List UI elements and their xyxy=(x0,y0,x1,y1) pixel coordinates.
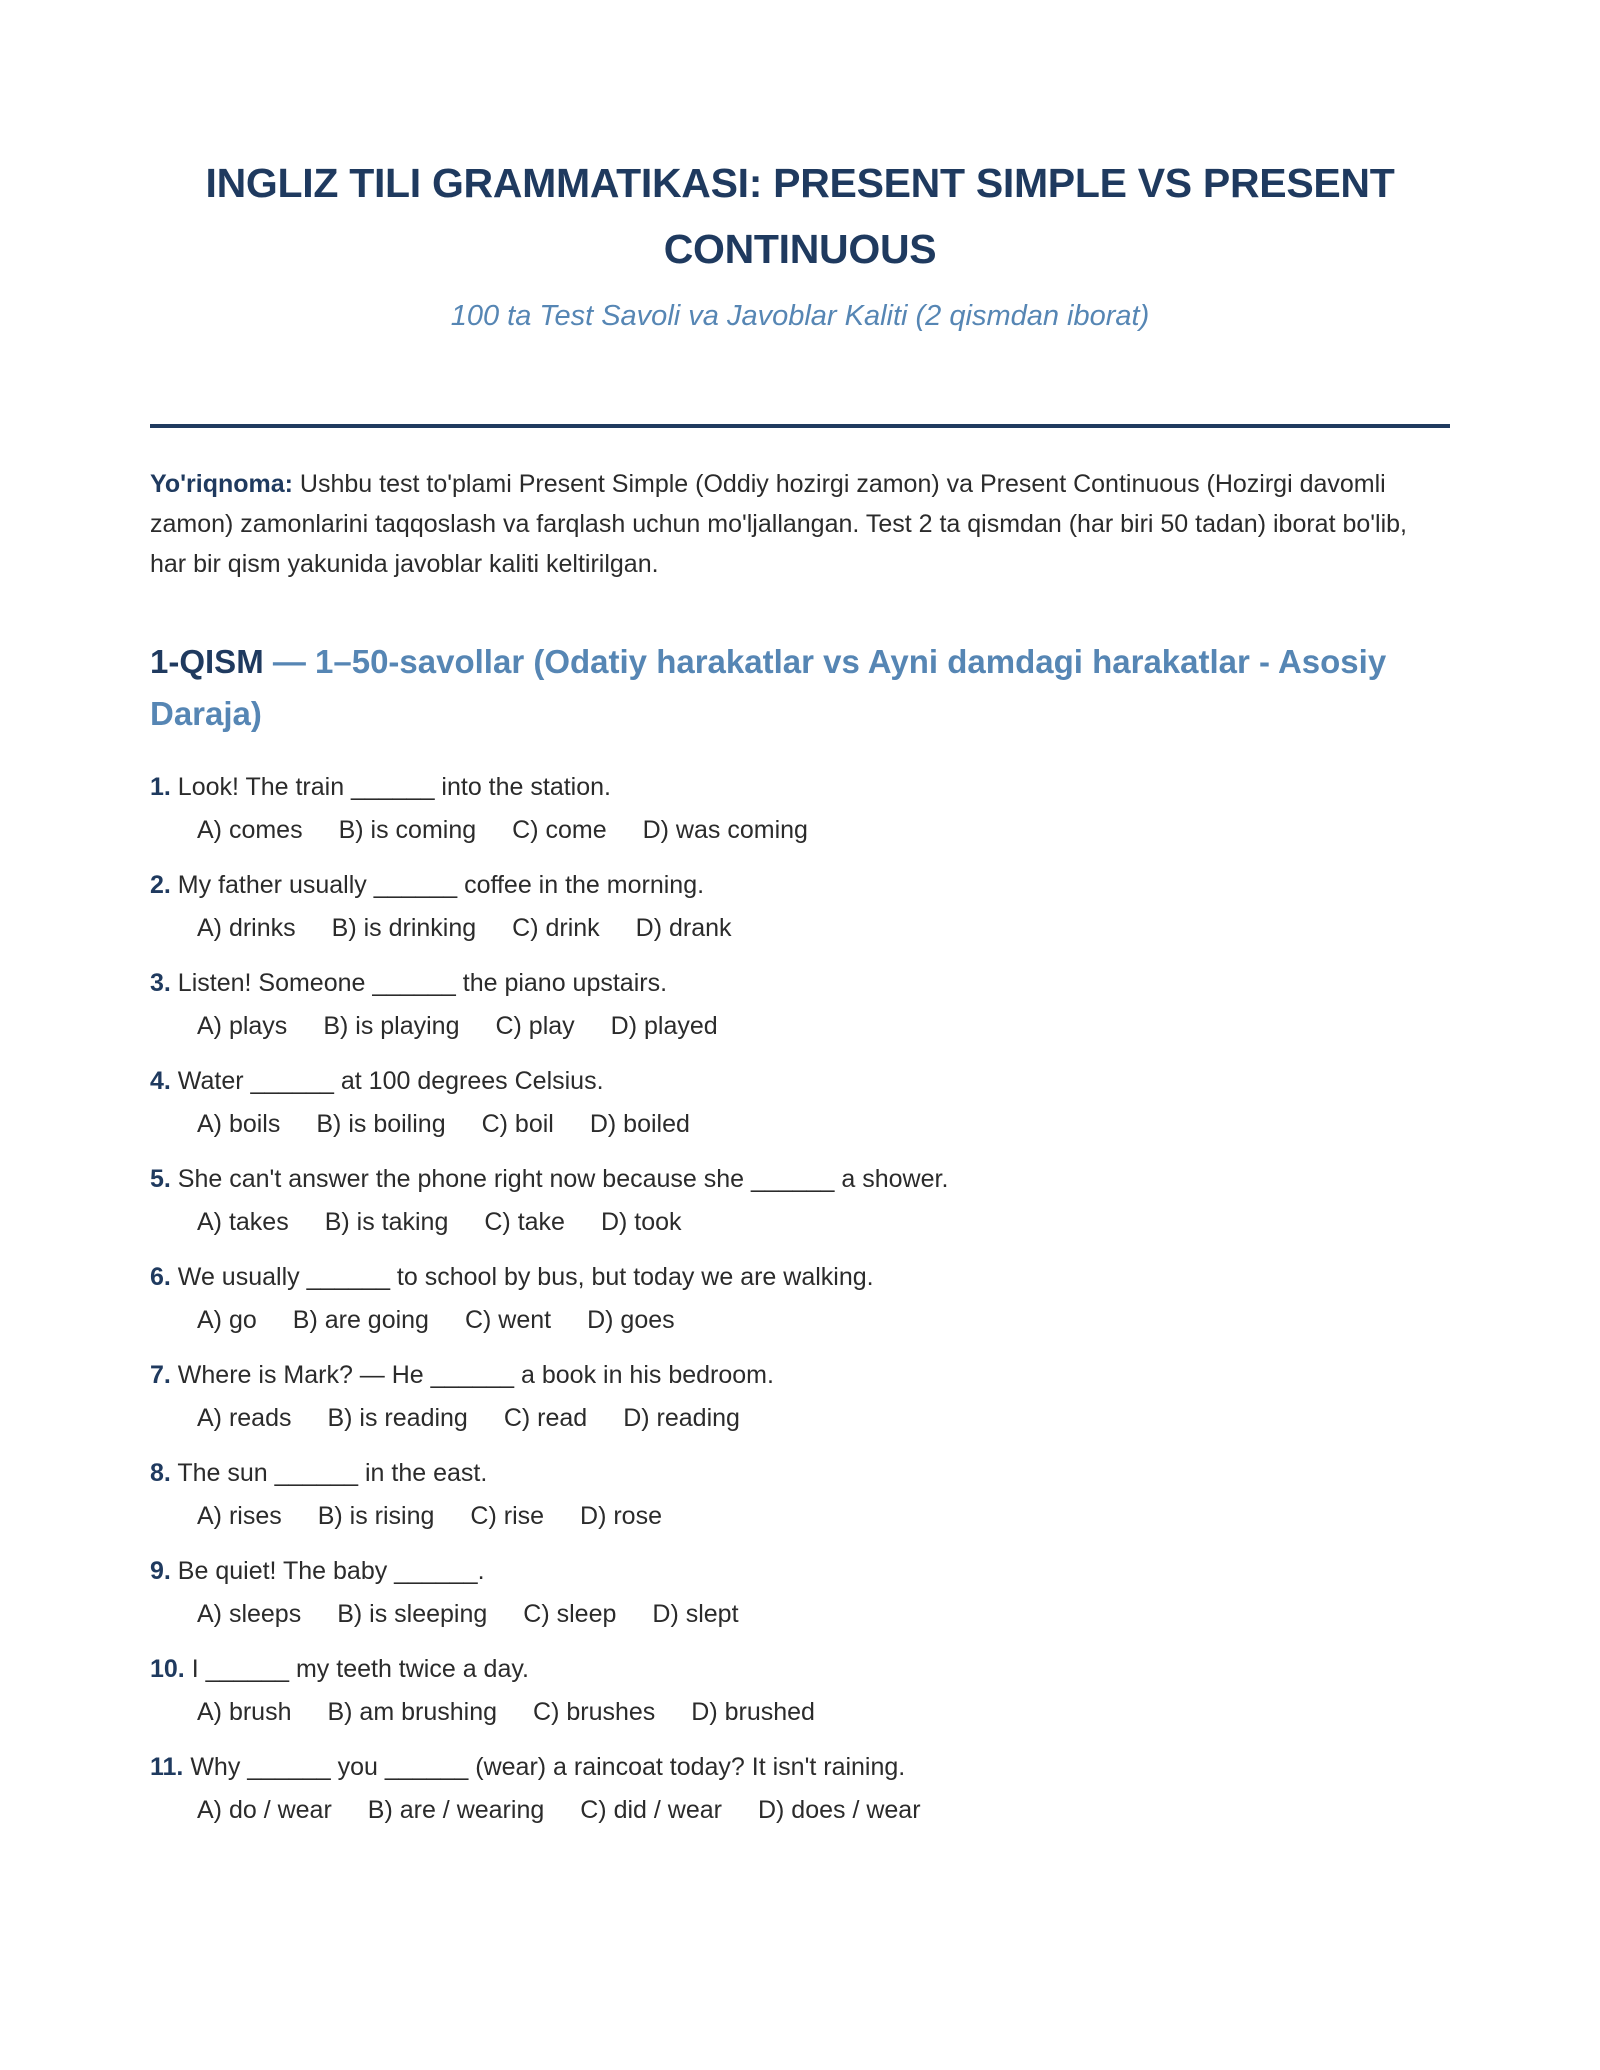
question-item xyxy=(150,1060,1450,1146)
question-text-line xyxy=(150,962,1450,1004)
question-text: I ______ my teeth twice a day. xyxy=(184,1655,529,1683)
question-text-line xyxy=(150,864,1450,906)
answer-option: A) sleeps xyxy=(197,1600,302,1628)
question-number: 7. xyxy=(150,1361,171,1389)
answer-option: D) was coming xyxy=(642,816,808,844)
question-number: 9. xyxy=(150,1557,171,1585)
answer-options xyxy=(197,808,1450,852)
answer-option: C) come xyxy=(512,816,607,844)
answer-options xyxy=(197,1592,1450,1636)
answer-option: C) play xyxy=(495,1012,575,1040)
document-subtitle: 100 ta Test Savoli va Javoblar Kaliti (2 qismdan iborat) xyxy=(450,300,1150,332)
question-text-line xyxy=(150,1452,1450,1494)
instructions-text: Ushbu test to'plami Present Simple (Oddiy hozirgi zamon) va Present Continuous (Hozirgi davomli zamon) zamonlarini taqqoslash va farqlash uchun mo'ljallangan. Test 2 ta qismdan (har biri 50 tadan) iborat bo'lib, har bir qism yakunida javoblar kaliti keltirilgan. xyxy=(150,470,1408,578)
question-list xyxy=(150,766,1450,1832)
answer-options xyxy=(197,1494,1450,1538)
answer-option: A) rises xyxy=(197,1502,282,1530)
instructions-label: Yo'riqnoma: xyxy=(150,470,293,498)
answer-option: B) is sleeping xyxy=(337,1600,488,1628)
section-heading xyxy=(150,636,1450,740)
question-item xyxy=(150,1452,1450,1538)
question-number: 5. xyxy=(150,1165,171,1193)
answer-options xyxy=(197,906,1450,950)
question-item xyxy=(150,1648,1450,1734)
question-text-line xyxy=(150,1550,1450,1592)
question-item xyxy=(150,864,1450,950)
answer-option: D) rose xyxy=(580,1502,662,1530)
question-text: Look! The train ______ into the station. xyxy=(170,773,611,801)
answer-option: C) take xyxy=(484,1208,565,1236)
answer-option: A) plays xyxy=(197,1012,288,1040)
answer-options xyxy=(197,1200,1450,1244)
question-number: 6. xyxy=(150,1263,171,1291)
question-item xyxy=(150,766,1450,852)
answer-option: A) drinks xyxy=(197,914,296,942)
answer-options xyxy=(197,1298,1450,1342)
answer-option: B) is playing xyxy=(323,1012,460,1040)
answer-option: C) went xyxy=(464,1306,552,1334)
instructions-paragraph xyxy=(150,464,1450,584)
answer-option: B) is reading xyxy=(327,1404,468,1432)
answer-options xyxy=(197,1102,1450,1146)
question-number: 8. xyxy=(150,1459,171,1487)
answer-option: D) reading xyxy=(623,1404,740,1432)
question-text: Why ______ you ______ (wear) a raincoat today? It isn't raining. xyxy=(183,1753,906,1781)
answer-options xyxy=(197,1788,1450,1832)
question-text-line xyxy=(150,1158,1450,1200)
answer-option: D) brushed xyxy=(691,1698,815,1726)
question-text: Be quiet! The baby ______. xyxy=(170,1557,485,1585)
answer-option: C) drink xyxy=(512,914,600,942)
answer-option: B) is rising xyxy=(317,1502,435,1530)
answer-option: D) boiled xyxy=(589,1110,690,1138)
answer-options xyxy=(197,1004,1450,1048)
question-text: Water ______ at 100 degrees Celsius. xyxy=(170,1067,604,1095)
answer-option: B) are / wearing xyxy=(367,1796,545,1824)
answer-option: B) is drinking xyxy=(331,914,477,942)
question-text-line xyxy=(150,1060,1450,1102)
question-text: The sun ______ in the east. xyxy=(170,1459,488,1487)
answer-option: A) do / wear xyxy=(197,1796,332,1824)
answer-option: A) go xyxy=(197,1306,257,1334)
question-number: 11. xyxy=(150,1753,184,1781)
answer-option: C) did / wear xyxy=(580,1796,722,1824)
question-item xyxy=(150,1354,1450,1440)
question-number: 10. xyxy=(150,1655,185,1683)
answer-option: D) drank xyxy=(635,914,732,942)
divider-rule xyxy=(150,424,1450,428)
answer-option: C) rise xyxy=(470,1502,545,1530)
question-text: We usually ______ to school by bus, but today we are walking. xyxy=(170,1263,874,1291)
answer-option: C) sleep xyxy=(523,1600,617,1628)
question-text-line xyxy=(150,766,1450,808)
section-part-label: 1-QISM xyxy=(150,643,264,680)
answer-option: B) is boiling xyxy=(316,1110,446,1138)
answer-option: D) does / wear xyxy=(757,1796,921,1824)
answer-option: C) boil xyxy=(481,1110,554,1138)
question-item xyxy=(150,1746,1450,1832)
answer-option: A) takes xyxy=(197,1208,289,1236)
question-item xyxy=(150,962,1450,1048)
question-item xyxy=(150,1550,1450,1636)
answer-option: B) is coming xyxy=(338,816,477,844)
question-text-line xyxy=(150,1256,1450,1298)
section-heading-text: — 1–50-savollar (Odatiy harakatlar vs Ayni damdagi harakatlar - Asosiy Daraja) xyxy=(150,643,1387,732)
answer-option: A) reads xyxy=(197,1404,292,1432)
question-text: Listen! Someone ______ the piano upstairs. xyxy=(170,969,668,997)
document-page xyxy=(150,0,1450,2070)
question-number: 4. xyxy=(150,1067,171,1095)
question-text-line xyxy=(150,1354,1450,1396)
answer-option: A) boils xyxy=(197,1110,281,1138)
question-item xyxy=(150,1256,1450,1342)
question-number: 1. xyxy=(150,773,171,801)
answer-option: C) read xyxy=(503,1404,588,1432)
answer-option: B) is taking xyxy=(324,1208,449,1236)
question-text-line xyxy=(150,1648,1450,1690)
answer-option: D) slept xyxy=(652,1600,739,1628)
question-text: Where is Mark? — He ______ a book in his bedroom. xyxy=(170,1361,774,1389)
answer-option: C) brushes xyxy=(533,1698,656,1726)
question-number: 3. xyxy=(150,969,171,997)
question-text-line xyxy=(150,1746,1450,1788)
question-item xyxy=(150,1158,1450,1244)
answer-options xyxy=(197,1690,1450,1734)
answer-option: A) brush xyxy=(197,1698,292,1726)
document-title: INGLIZ TILI GRAMMATIKASI: PRESENT SIMPLE VS PRESENT CONTINUOUS xyxy=(205,160,1395,272)
question-number: 2. xyxy=(150,871,171,899)
answer-option: D) goes xyxy=(587,1306,675,1334)
answer-option: A) comes xyxy=(197,816,303,844)
question-text: My father usually ______ coffee in the morning. xyxy=(170,871,705,899)
answer-option: D) played xyxy=(610,1012,718,1040)
answer-options xyxy=(197,1396,1450,1440)
answer-option: B) am brushing xyxy=(327,1698,498,1726)
question-text: She can't answer the phone right now because she ______ a shower. xyxy=(170,1165,949,1193)
answer-option: B) are going xyxy=(292,1306,429,1334)
answer-option: D) took xyxy=(600,1208,682,1236)
